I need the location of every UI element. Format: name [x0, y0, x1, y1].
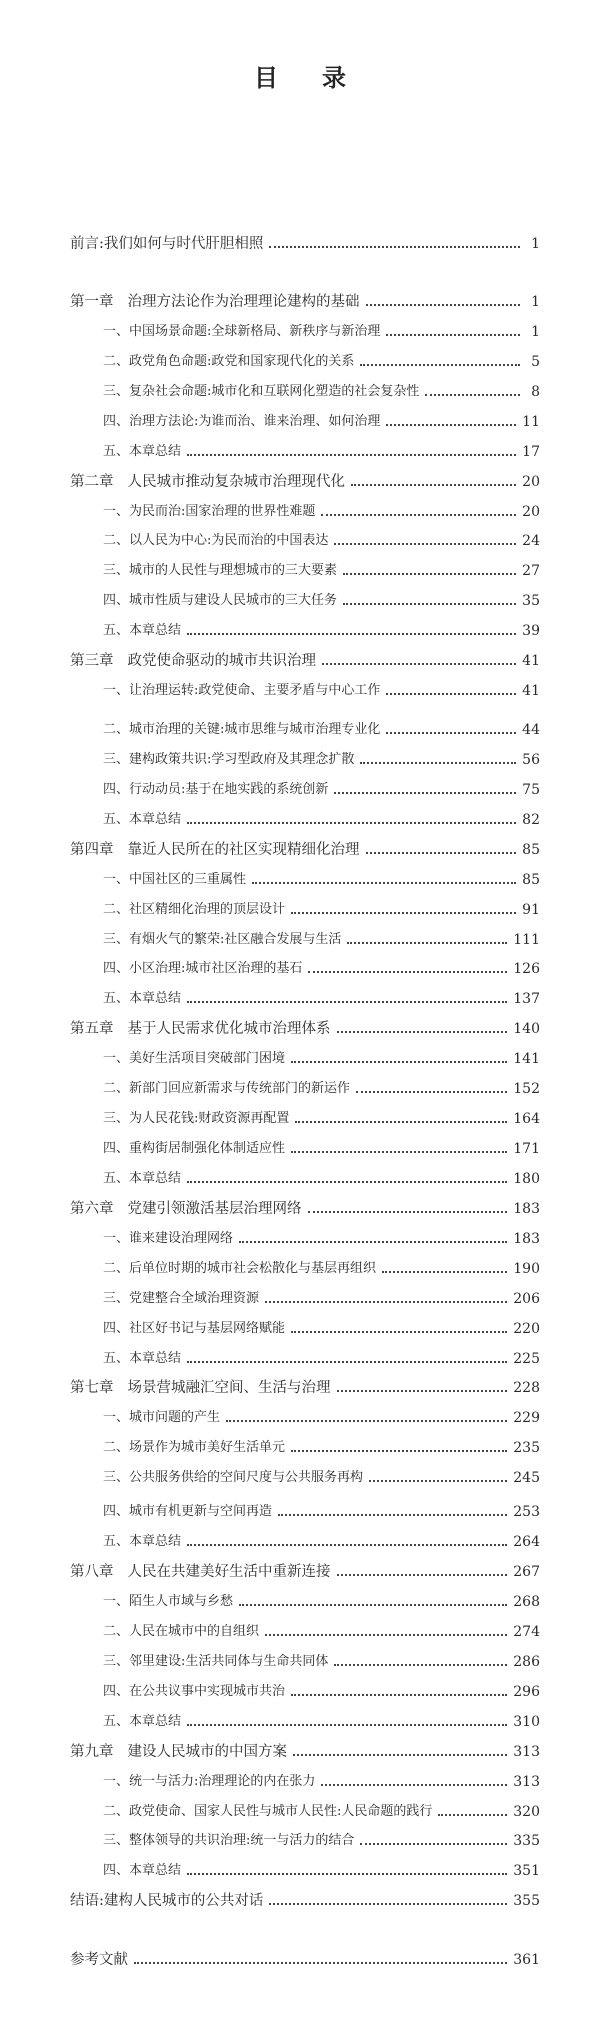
toc-section-entry[interactable]: [103, 407, 540, 437]
dot-leader: [291, 1694, 507, 1696]
entry-title: 一、为民而治:国家治理的世界性难题: [103, 503, 316, 519]
page-number: 183: [513, 1230, 540, 1247]
page-number: 1: [531, 323, 540, 340]
dot-leader: [278, 1514, 507, 1516]
entry-title: 四、行动动员:基于在地实践的系统创新: [103, 781, 329, 797]
toc-section-entry[interactable]: [103, 437, 540, 467]
dot-leader: [265, 1634, 507, 1636]
toc-section-entry[interactable]: [103, 1797, 540, 1827]
page-number: 140: [513, 1021, 540, 1038]
entry-title: 二、城市治理的关键:城市思维与城市治理专业化: [103, 722, 381, 738]
page-number: 24: [522, 533, 540, 550]
toc-section-entry[interactable]: [103, 1403, 540, 1433]
entry-title: 治理方法论作为治理理论建构的基础: [127, 294, 360, 310]
entry-title: 三、城市的人民性与理想城市的三大要素: [103, 563, 338, 579]
dot-leader: [356, 1091, 507, 1093]
dot-leader: [187, 1873, 507, 1875]
toc-chapter-entry[interactable]: [70, 287, 540, 317]
entry-title: 人民城市推动复杂城市治理现代化: [127, 473, 345, 490]
entry-title: 二、场景作为城市美好生活单元: [103, 1440, 286, 1456]
toc-section-entry[interactable]: [103, 347, 540, 377]
toc-section-entry[interactable]: [103, 1587, 540, 1617]
entry-title: 四、本章总结: [103, 1863, 182, 1879]
dot-leader: [187, 454, 516, 456]
entry-title: 一、谁来建设治理网络: [103, 1230, 234, 1246]
entry-title: 基于人民需求优化城市治理体系: [127, 1021, 331, 1038]
page-number: 20: [522, 503, 540, 520]
page-number: 164: [513, 1111, 540, 1128]
toc-section-entry[interactable]: [103, 1617, 540, 1647]
entry-title: 一、城市问题的产生: [103, 1410, 221, 1426]
page-number: 91: [522, 901, 540, 918]
entry-title: 四、在公共议事中实现城市共治: [103, 1683, 286, 1699]
toc-section-entry[interactable]: [103, 1767, 540, 1797]
dot-leader: [366, 852, 517, 854]
dot-leader: [386, 732, 516, 734]
entry-title: 二、人民在城市中的自组织: [103, 1623, 260, 1639]
page-number: 141: [513, 1051, 540, 1068]
entry-title: 五、本章总结: [103, 1713, 182, 1729]
entry-title: 二、新部门回应新需求与传统部门的新运作: [103, 1081, 351, 1097]
dot-leader: [226, 1420, 507, 1422]
page-number: 180: [513, 1170, 540, 1187]
entry-title: 政党使命驱动的城市共识治理: [127, 653, 316, 670]
dot-leader: [293, 1754, 507, 1756]
page-number: 253: [513, 1504, 540, 1521]
entry-title: 五、本章总结: [103, 1170, 182, 1186]
page-number: 56: [522, 751, 540, 768]
dot-leader: [366, 304, 521, 306]
entry-title: 二、政党角色命题:政党和国家现代化的关系: [103, 353, 355, 369]
toc-section-entry[interactable]: [103, 984, 540, 1014]
toc-chapter-entry[interactable]: [70, 229, 540, 259]
page-number: 27: [522, 563, 540, 580]
dot-leader: [360, 1843, 507, 1845]
entry-title: 三、公共服务供给的空间尺度与公共服务再构: [103, 1470, 364, 1486]
dot-leader: [291, 912, 516, 914]
entry-title: 五、本章总结: [103, 1350, 182, 1366]
dot-leader: [382, 1271, 507, 1273]
page-number: 39: [522, 623, 540, 640]
toc-section-entry[interactable]: [103, 1527, 540, 1557]
toc-chapter-entry[interactable]: [70, 1737, 540, 1767]
dot-leader: [369, 1480, 507, 1482]
page-number: 264: [513, 1534, 540, 1551]
dot-leader: [334, 1664, 507, 1666]
page-number: 17: [522, 443, 540, 460]
toc-chapter-entry[interactable]: [70, 835, 540, 865]
page-number: 183: [513, 1200, 540, 1217]
page-title: 目录: [254, 63, 390, 92]
entry-title: 三、党建整合全域治理资源: [103, 1290, 260, 1306]
page-number: 1: [531, 294, 540, 310]
page-number: 85: [522, 871, 540, 888]
toc-section-entry[interactable]: [103, 1074, 540, 1104]
entry-title: 靠近人民所在的社区实现精细化治理: [127, 841, 360, 858]
toc-section-entry[interactable]: [103, 865, 540, 895]
dot-leader: [337, 1390, 508, 1392]
entry-title: 二、后单位时期的城市社会松散化与基层再组织: [103, 1260, 377, 1276]
chapter-number: 第四章: [70, 841, 114, 858]
toc-section-entry[interactable]: [103, 1044, 540, 1074]
dot-leader: [187, 1361, 507, 1363]
dot-leader: [425, 394, 520, 396]
toc-section-entry[interactable]: [103, 497, 540, 527]
entry-title: 建设人民城市的中国方案: [127, 1743, 287, 1760]
page-number: 220: [513, 1320, 540, 1337]
entry-title: 五、本章总结: [103, 443, 182, 459]
toc-section-entry[interactable]: [103, 1826, 540, 1856]
toc-section-entry[interactable]: [103, 526, 540, 556]
toc-chapter-entry[interactable]: [70, 646, 540, 676]
dot-leader: [322, 663, 516, 665]
chapter-number: 第五章: [70, 1021, 114, 1038]
toc-section-entry[interactable]: [103, 1104, 540, 1134]
dot-leader: [187, 1724, 507, 1726]
toc-section-entry[interactable]: [103, 1856, 540, 1886]
toc-section-entry[interactable]: [103, 1224, 540, 1254]
page-number: 335: [513, 1833, 540, 1850]
dot-leader: [386, 693, 516, 695]
entry-title: 结语:建构人民城市的公共对话: [70, 1893, 264, 1910]
dot-leader: [334, 792, 516, 794]
chapter-number: 第三章: [70, 653, 114, 670]
dot-leader: [438, 1814, 507, 1816]
toc-chapter-entry[interactable]: [70, 1194, 540, 1224]
chapter-number: 第九章: [70, 1743, 114, 1760]
toc-chapter-entry[interactable]: [70, 1886, 540, 1916]
dot-leader: [386, 334, 520, 336]
dot-leader: [334, 543, 516, 545]
toc-section-entry[interactable]: [103, 895, 540, 925]
entry-title: 一、让治理运转:政党使命、主要矛盾与中心工作: [103, 683, 381, 699]
dot-leader: [337, 1031, 508, 1033]
page-number: 85: [522, 841, 540, 858]
dot-leader: [265, 1301, 507, 1303]
dot-leader: [337, 1574, 508, 1576]
page-number: 351: [513, 1863, 540, 1880]
entry-title: 一、美好生活项目突破部门困境: [103, 1051, 286, 1067]
dot-leader: [308, 1211, 508, 1213]
entry-title: 四、小区治理:城市社区治理的基石: [103, 961, 303, 977]
page-number: 152: [513, 1081, 540, 1098]
toc-section-entry[interactable]: [103, 616, 540, 646]
page-number: 75: [522, 781, 540, 798]
page-number: 41: [522, 683, 540, 700]
page-number: 20: [522, 473, 540, 490]
page-number: 313: [513, 1773, 540, 1790]
toc-section-entry[interactable]: [103, 1497, 540, 1527]
toc-section-entry[interactable]: [103, 1707, 540, 1737]
page-number: 245: [513, 1470, 540, 1487]
page-number: 8: [531, 383, 540, 400]
entry-title: 四、治理方法论:为谁而治、谁来治理、如何治理: [103, 413, 381, 429]
toc-section-entry[interactable]: [103, 1677, 540, 1707]
entry-title: 五、本章总结: [103, 991, 182, 1007]
page-number: 126: [513, 961, 540, 978]
page-number: 5: [531, 353, 540, 370]
dot-leader: [134, 1962, 507, 1964]
dot-leader: [308, 971, 507, 973]
dot-leader: [351, 484, 516, 486]
entry-title: 一、陌生人市域与乡愁: [103, 1593, 234, 1609]
entry-title: 参考文献: [70, 1952, 128, 1968]
dot-leader: [269, 1903, 507, 1905]
entry-title: 四、重构街居制强化体制适应性: [103, 1141, 286, 1157]
page-number: 286: [513, 1653, 540, 1670]
page-number: 235: [513, 1440, 540, 1457]
dot-leader: [360, 762, 516, 764]
dot-leader: [386, 424, 516, 426]
entry-title: 一、中国社区的三重属性: [103, 871, 247, 887]
dot-leader: [239, 1604, 507, 1606]
toc-section-entry[interactable]: [103, 556, 540, 586]
dot-leader: [291, 1061, 507, 1063]
page-number: 44: [522, 722, 540, 739]
dot-leader: [291, 1450, 507, 1452]
dot-leader: [291, 1151, 507, 1153]
toc-section-entry[interactable]: [103, 1344, 540, 1374]
dot-leader: [239, 1241, 507, 1243]
toc-section-entry[interactable]: [103, 317, 540, 347]
entry-title: 一、中国场景命题:全球新格局、新秩序与新治理: [103, 323, 381, 339]
entry-title: 党建引领激活基层治理网络: [127, 1200, 302, 1217]
entry-title: 人民在共建美好生活中重新连接: [127, 1564, 331, 1581]
page-number: 313: [513, 1743, 540, 1760]
page-number: 229: [513, 1410, 540, 1427]
toc-section-entry[interactable]: [103, 1164, 540, 1194]
chapter-number: 第二章: [70, 473, 114, 490]
entry-title: 四、城市有机更新与空间再造: [103, 1504, 273, 1520]
entry-title: 三、有烟火气的繁荣:社区融合发展与生活: [103, 931, 342, 947]
toc-chapter-entry[interactable]: [70, 1014, 540, 1044]
page-number: 296: [513, 1683, 540, 1700]
page-number: 82: [522, 811, 540, 828]
page-number: 206: [513, 1290, 540, 1307]
chapter-number: 第一章: [70, 294, 114, 310]
page-number: 268: [513, 1593, 540, 1610]
toc-chapter-entry[interactable]: [70, 1373, 540, 1403]
page-number: 1: [531, 236, 540, 252]
toc-section-entry[interactable]: [103, 1284, 540, 1314]
page-number: 274: [513, 1623, 540, 1640]
toc-section-entry[interactable]: [103, 745, 540, 775]
entry-title: 二、以人民为中心:为民而治的中国表达: [103, 533, 329, 549]
dot-leader: [187, 1181, 507, 1183]
page-number: 137: [513, 991, 540, 1008]
page-number: 11: [522, 413, 540, 430]
page-number: 361: [513, 1952, 540, 1968]
toc-section-entry[interactable]: [103, 1433, 540, 1463]
entry-title: 四、社区好书记与基层网络赋能: [103, 1320, 286, 1336]
toc-chapter-entry[interactable]: [70, 1557, 540, 1587]
entry-title: 三、复杂社会命题:城市化和互联网化塑造的社会复杂性: [103, 383, 420, 399]
entry-title: 三、整体领导的共识治理:统一与活力的结合: [103, 1833, 355, 1849]
toc-section-entry[interactable]: [103, 925, 540, 955]
page-number: 225: [513, 1350, 540, 1367]
page-number: 41: [522, 653, 540, 670]
page-number: 171: [513, 1141, 540, 1158]
entry-title: 一、统一与活力:治理理论的内在张力: [103, 1773, 316, 1789]
entry-title: 前言:我们如何与时代肝胆相照: [70, 236, 264, 252]
toc-chapter-entry[interactable]: [70, 467, 540, 497]
entry-title: 二、政党使命、国家人民性与城市人民性:人民命题的践行: [103, 1803, 433, 1819]
toc-section-entry[interactable]: [103, 1314, 540, 1344]
page-number: 190: [513, 1260, 540, 1277]
dot-leader: [187, 1001, 507, 1003]
entry-title: 四、城市性质与建设人民城市的三大任务: [103, 593, 338, 609]
dot-leader: [187, 1544, 507, 1546]
page-number: 267: [513, 1564, 540, 1581]
dot-leader: [291, 1331, 507, 1333]
dot-leader: [187, 822, 516, 824]
page-number: 310: [513, 1713, 540, 1730]
toc-section-entry[interactable]: [103, 1254, 540, 1284]
dot-leader: [321, 514, 516, 516]
toc-section-entry[interactable]: [103, 715, 540, 745]
toc-section-entry[interactable]: [103, 805, 540, 835]
entry-title: 五、本章总结: [103, 811, 182, 827]
dot-leader: [187, 633, 516, 635]
dot-leader: [321, 1784, 507, 1786]
dot-leader: [269, 246, 520, 248]
entry-title: 五、本章总结: [103, 623, 182, 639]
dot-leader: [347, 942, 507, 944]
toc-chapter-entry[interactable]: [70, 1945, 540, 1975]
dot-leader: [343, 603, 516, 605]
entry-title: 二、社区精细化治理的顶层设计: [103, 901, 286, 917]
chapter-number: 第六章: [70, 1200, 114, 1217]
dot-leader: [295, 1121, 507, 1123]
entry-title: 场景营城融汇空间、生活与治理: [127, 1380, 331, 1397]
dot-leader: [343, 573, 516, 575]
page-number: 111: [513, 931, 540, 948]
page-number: 228: [513, 1380, 540, 1397]
toc-section-entry[interactable]: [103, 676, 540, 706]
chapter-number: 第七章: [70, 1380, 114, 1397]
dot-leader: [252, 882, 516, 884]
entry-title: 五、本章总结: [103, 1534, 182, 1550]
page-number: 355: [513, 1893, 540, 1910]
entry-title: 三、为人民花钱:财政资源再配置: [103, 1111, 290, 1127]
toc-section-entry[interactable]: [103, 1647, 540, 1677]
dot-leader: [360, 364, 520, 366]
toc-section-entry[interactable]: [103, 377, 540, 407]
toc-section-entry[interactable]: [103, 1463, 540, 1493]
entry-title: 三、邻里建设:生活共同体与生命共同体: [103, 1653, 329, 1669]
toc-section-entry[interactable]: [103, 1134, 540, 1164]
toc-section-entry[interactable]: [103, 775, 540, 805]
chapter-number: 第八章: [70, 1564, 114, 1581]
page-number: 320: [513, 1803, 540, 1820]
toc-section-entry[interactable]: [103, 586, 540, 616]
entry-title: 三、建构政策共识:学习型政府及其理念扩散: [103, 751, 355, 767]
toc-section-entry[interactable]: [103, 954, 540, 984]
page-number: 35: [522, 593, 540, 610]
